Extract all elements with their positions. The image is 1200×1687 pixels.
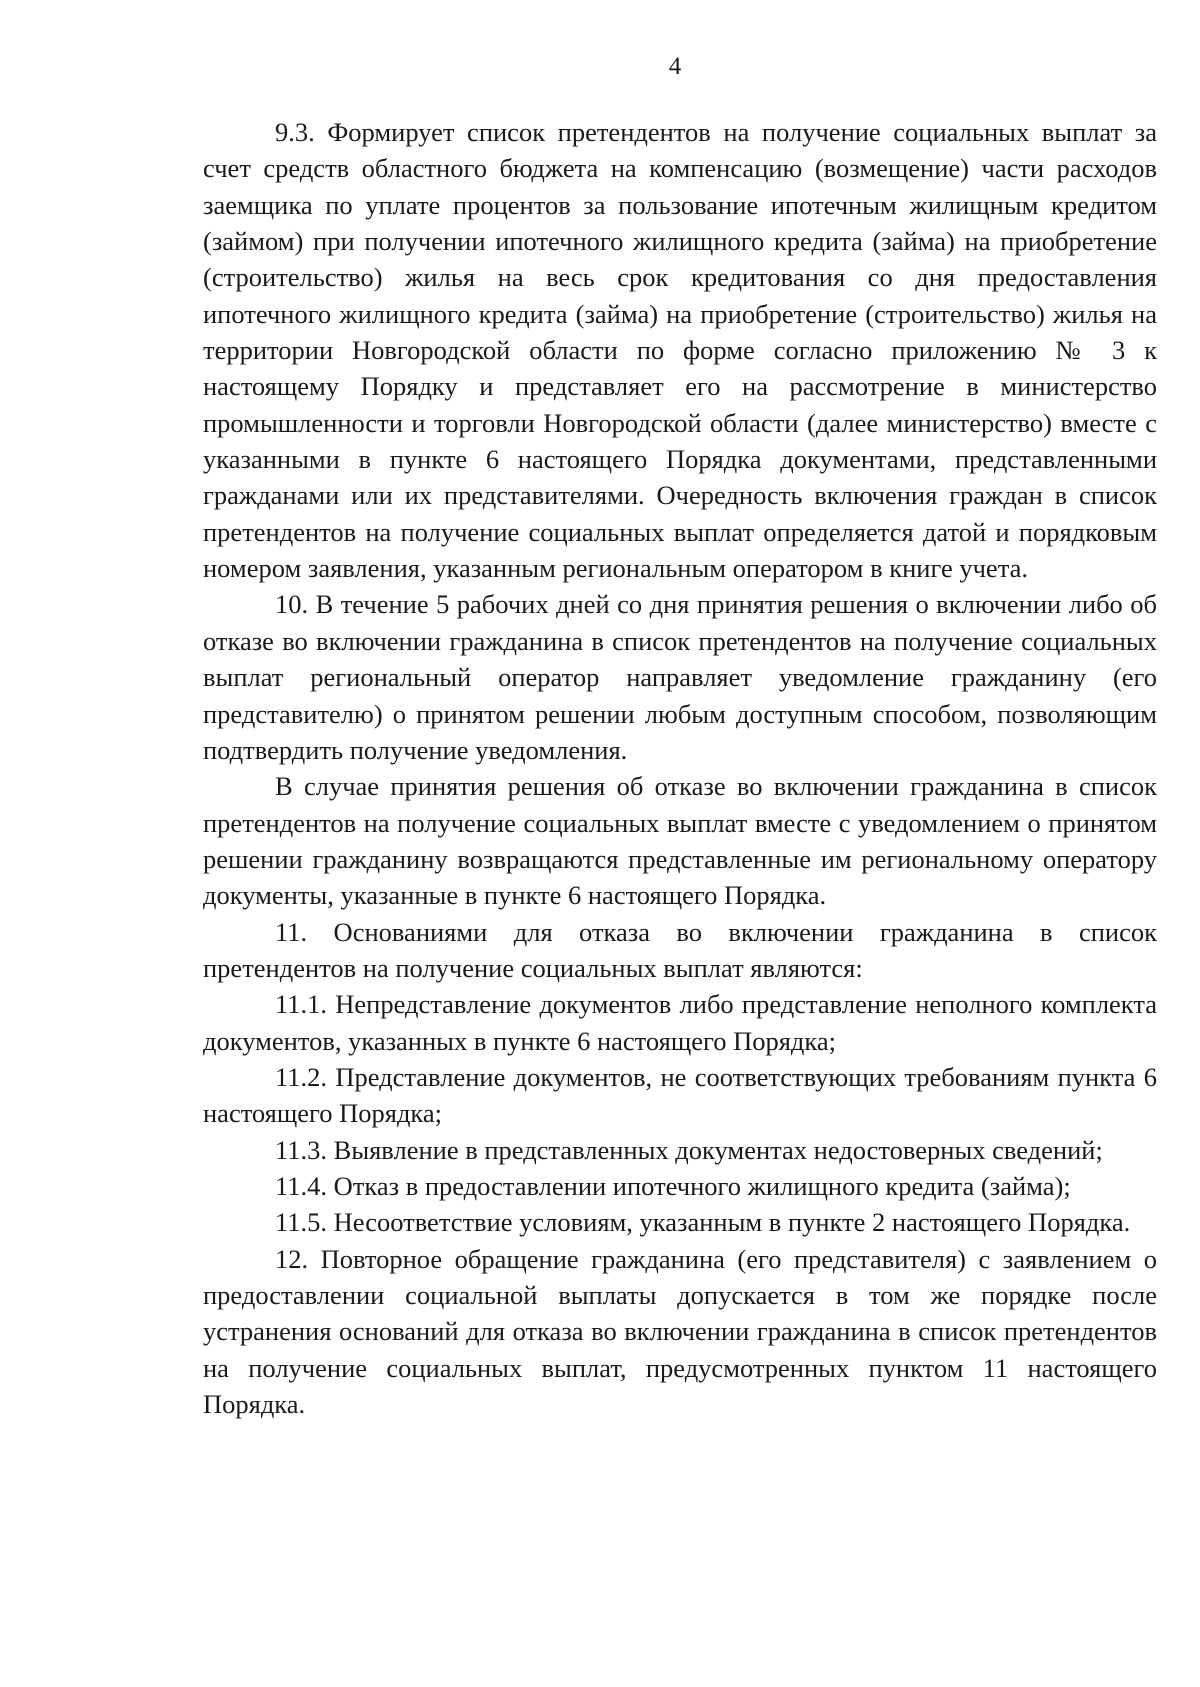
paragraph-11-5: 11.5. Несоответствие условиям, указанным в пункте 2 настоящего Порядка. [275, 1207, 1131, 1238]
paragraph-11-1: 11.1. Непредставление документов либо представление неполного комплекта документов, указанных в пункте 6 настоящего Порядка; [203, 989, 1157, 1056]
document-body [203, 114, 1157, 1422]
paragraph-9-3: 9.3. Формирует список претендентов на получение социальных выплат за счет средств областного бюджета на компенсацию (возмещение) части расходов заемщика по уплате процентов за пользование ипотечным жилищным кредитом (займом) при получении ипотечного жилищного кредита (займа) на приобретение (строительство) жилья на весь срок кредитования со дня предоставления ипотечного жилищного кредита (займа) на приобретение (строительство) жилья на территории Новгородской области по форме согласно приложению № 3 к настоящему Порядку и представляет его на рассмотрение в министерство промышленности и торговли Новгородской области (далее министерство) вместе с указанными в пункте 6 настоящего Порядка документами, представленными гражданами или их представителями. Очередность включения граждан в список претендентов на получение социальных выплат определяется датой и порядковым номером заявления, указанным региональным оператором в книге учета. [203, 117, 1157, 584]
paragraph-11: 11. Основаниями для отказа во включении гражданина в список претендентов на получение социальных выплат являются: [203, 916, 1157, 983]
paragraph-12: 12. Повторное обращение гражданина (его представителя) с заявлением о предоставлении социальной выплаты допускается в том же порядке после устранения оснований для отказа во включении гражданина в список претендентов на получение социальных выплат, предусмотренных пунктом 11 настоящего Порядка. [203, 1243, 1157, 1420]
paragraph-11-4: 11.4. Отказ в предоставлении ипотечного жилищного кредита (займа); [275, 1170, 1071, 1201]
page-number: 4 [668, 53, 682, 80]
paragraph-10-refusal: В случае принятия решения об отказе во включении гражданина в список претендентов на получение социальных выплат вместе с уведомлением о принятом решении гражданину возвращаются представленные им региональному оператору документы, указанные в пункте 6 настоящего Порядка. [203, 771, 1157, 911]
paragraph-11-3: 11.3. Выявление в представленных документах недостоверных сведений; [275, 1134, 1103, 1165]
paragraph-11-2: 11.2. Представление документов, не соответствующих требованиям пункта 6 настоящего Порядка; [203, 1061, 1157, 1129]
paragraph-10: 10. В течение 5 рабочих дней со дня принятия решения о включении либо об отказе во включении гражданина в список претендентов на получение социальных выплат региональный оператор направляет уведомление гражданину (его представителю) о принятом решении любым доступным способом, позволяющим подтвердить получение уведомления. [203, 589, 1157, 765]
